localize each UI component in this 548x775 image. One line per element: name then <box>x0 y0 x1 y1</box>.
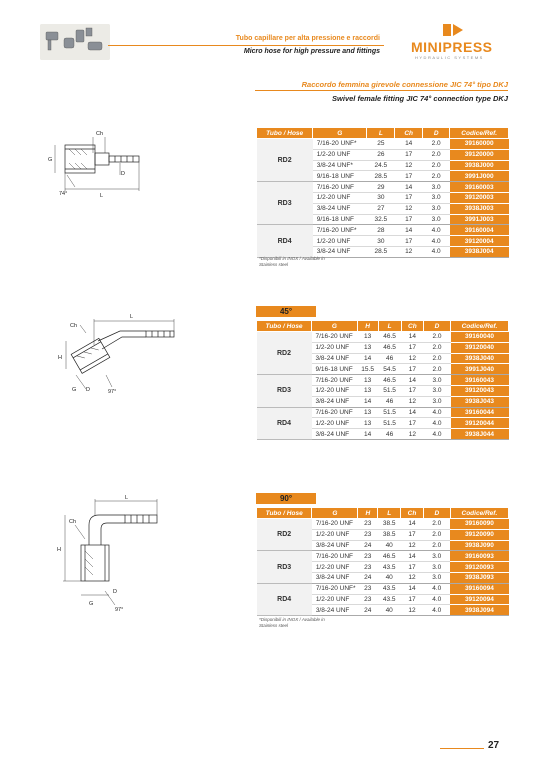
page-number-rule <box>440 748 484 749</box>
table-cell: 13 <box>357 332 378 343</box>
code-cell: 39160090 <box>450 519 508 530</box>
section-divider <box>255 90 508 91</box>
table-cell: 40 <box>378 605 401 616</box>
table-header-cell: G <box>312 321 358 332</box>
hose-group-cell: RD2 <box>257 139 313 182</box>
table-header-cell: H <box>357 321 378 332</box>
code-cell: 3938J003 <box>450 203 509 214</box>
table-cell: 14 <box>357 396 378 407</box>
table-cell: 17 <box>401 594 424 605</box>
table-row <box>257 519 509 530</box>
table-cell: 3.0 <box>424 385 451 396</box>
section-title-italian: Raccordo femmina girevole connessione JIC 74° tipo DKJ <box>301 80 508 89</box>
table-cell: 24 <box>358 572 378 583</box>
code-cell: 39120044 <box>451 418 509 429</box>
table-cell: 14 <box>357 429 378 440</box>
table-cell: 7/16-20 UNF* <box>313 225 367 236</box>
code-cell: 39120004 <box>450 236 509 247</box>
table-cell: 14 <box>401 375 423 386</box>
table-cell: 2.0 <box>424 353 451 364</box>
table-cell: 46 <box>378 396 401 407</box>
table-cell: 24 <box>358 540 378 551</box>
minipress-logo <box>403 22 513 62</box>
hose-group-cell: RD3 <box>257 551 312 583</box>
table-header-cell: L <box>367 128 395 139</box>
label-ch: Ch <box>69 519 77 525</box>
table-cell: 3/8-24 UNF* <box>313 160 367 171</box>
label-d: D <box>86 387 90 393</box>
table-header-cell: Ch <box>401 508 424 519</box>
table-cell: 4.0 <box>424 418 451 429</box>
table-cell: 4.0 <box>423 605 450 616</box>
table-cell: 3.0 <box>424 396 451 407</box>
table-cell: 13 <box>357 375 378 386</box>
table-header-cell: D <box>423 508 450 519</box>
table-cell: 14 <box>357 353 378 364</box>
table-cell: 54.5 <box>378 364 401 375</box>
logo-tagline: HYDRAULIC SYSTEMS <box>415 55 484 60</box>
table-row <box>257 583 509 594</box>
code-cell: 3938J093 <box>450 572 508 583</box>
hose-group-cell: RD4 <box>257 583 312 615</box>
code-cell: 39120094 <box>450 594 508 605</box>
hose-group-cell: RD3 <box>257 182 313 225</box>
table-header-cell: Tubo / Hose <box>257 321 312 332</box>
table-cell: 13 <box>357 407 378 418</box>
table-cell: 14 <box>395 182 423 193</box>
table-cell: 2.0 <box>422 160 449 171</box>
label-ch: Ch <box>96 131 104 137</box>
table-cell: 43.5 <box>378 562 401 573</box>
table-cell: 23 <box>358 594 378 605</box>
table-row <box>257 225 509 236</box>
header-title-italian: Tubo capillare per alta pressione e raccordi <box>235 35 380 42</box>
table-cell: 13 <box>357 418 378 429</box>
label-h: H <box>58 355 62 361</box>
table-cell: 46.5 <box>378 332 401 343</box>
table-cell: 3.0 <box>423 562 450 573</box>
table-cell: 38.5 <box>378 519 401 530</box>
table-cell: 3/8-24 UNF <box>312 572 358 583</box>
hose-group-cell: RD3 <box>257 375 312 407</box>
table-cell: 7/16-20 UNF* <box>312 583 358 594</box>
table-cell: 2.0 <box>424 342 451 353</box>
code-cell: 39160094 <box>450 583 508 594</box>
table-cell: 43.5 <box>378 594 401 605</box>
table-cell: 38.5 <box>378 529 401 540</box>
table-cell: 12 <box>395 160 423 171</box>
header-product-photo <box>40 24 110 60</box>
code-cell: 3938J004 <box>450 246 509 257</box>
code-cell: 39120003 <box>450 192 509 203</box>
table-cell: 32.5 <box>367 214 395 225</box>
label-l: L <box>130 314 134 320</box>
table-cell: 1/2-20 UNF <box>312 342 358 353</box>
table-cell: 2.0 <box>422 171 449 182</box>
table-cell: 14 <box>401 332 423 343</box>
code-cell: 39160044 <box>451 407 509 418</box>
table-row <box>257 332 509 343</box>
table-cell: 3.0 <box>423 572 450 583</box>
table-cell: 14 <box>401 519 424 530</box>
table-cell: 29 <box>367 182 395 193</box>
code-cell: 3938J043 <box>451 396 509 407</box>
table-cell: 17 <box>401 385 423 396</box>
label-l: L <box>100 193 104 199</box>
table-cell: 12 <box>401 396 423 407</box>
table-cell: 27 <box>367 203 395 214</box>
table-cell: 3.0 <box>422 192 449 203</box>
table-cell: 7/16-20 UNF <box>312 332 358 343</box>
table-cell: 12 <box>395 246 423 257</box>
table-cell: 2.0 <box>422 139 449 150</box>
angle-badge-90: 90° <box>256 493 316 504</box>
label-h: H <box>57 547 61 553</box>
straight-fitting-drawing <box>45 125 155 205</box>
table-row <box>257 375 509 386</box>
section-title-english: Swivel female fitting JIC 74° connection type DKJ <box>332 94 508 103</box>
table-header-cell: G <box>313 128 367 139</box>
table-cell: 3.0 <box>424 375 451 386</box>
code-cell: 3938J090 <box>450 540 508 551</box>
table-cell: 4.0 <box>423 594 450 605</box>
table-cell: 3/8-24 UNF <box>312 605 358 616</box>
table-cell: 46.5 <box>378 551 401 562</box>
table-cell: 51.5 <box>378 418 401 429</box>
code-cell: 39120043 <box>451 385 509 396</box>
table-cell: 17 <box>395 171 423 182</box>
table-cell: 3/8-24 UNF <box>313 203 367 214</box>
table-cell: 15.5 <box>357 364 378 375</box>
table-cell: 46.5 <box>378 375 401 386</box>
label-g: G <box>48 157 53 163</box>
table-row <box>257 139 509 150</box>
table-cell: 3/8-24 UNF <box>313 246 367 257</box>
table-cell: 7/16-20 UNF* <box>313 139 367 150</box>
table-cell: 12 <box>395 203 423 214</box>
table-header-cell: Tubo / Hose <box>257 508 312 519</box>
table-cell: 28.5 <box>367 171 395 182</box>
code-cell: 39160000 <box>450 139 509 150</box>
table-cell: 7/16-20 UNF <box>313 182 367 193</box>
code-cell: 3938J040 <box>451 353 509 364</box>
table-row <box>257 407 509 418</box>
table-cell: 23 <box>358 583 378 594</box>
table-cell: 23 <box>358 519 378 530</box>
table-cell: 13 <box>357 342 378 353</box>
note-inox-3: *Disponibili in INOX / Available in Stainless steel <box>259 617 325 628</box>
table-cell: 4.0 <box>424 429 451 440</box>
code-cell: 39160003 <box>450 182 509 193</box>
table-cell: 3/8-24 UNF <box>312 353 358 364</box>
table-cell: 30 <box>367 192 395 203</box>
table-cell: 14 <box>401 407 423 418</box>
label-97deg: 97° <box>115 607 124 613</box>
table-cell: 17 <box>395 149 423 160</box>
page-number: 27 <box>488 740 500 751</box>
table-cell: 9/16-18 UNF <box>312 364 358 375</box>
logo-wordmark: MINIPRESS <box>411 39 493 55</box>
table-cell: 28.5 <box>367 246 395 257</box>
table-cell: 3.0 <box>422 203 449 214</box>
table-cell: 30 <box>367 236 395 247</box>
table-cell: 1/2-20 UNF <box>312 594 358 605</box>
logo-mark-icon <box>443 22 465 38</box>
table-90 <box>256 507 509 616</box>
table-row <box>257 182 509 193</box>
table-cell: 14 <box>401 583 424 594</box>
label-d: D <box>121 171 125 177</box>
table-cell: 7/16-20 UNF <box>312 551 358 562</box>
label-g: G <box>72 387 77 393</box>
table-header-cell: L <box>378 508 401 519</box>
label-l: L <box>125 495 129 501</box>
table-cell: 23 <box>358 551 378 562</box>
code-cell: 3991J040 <box>451 364 509 375</box>
table-cell: 17 <box>401 418 423 429</box>
table-cell: 3.0 <box>423 551 450 562</box>
fitting-45-drawing <box>50 305 180 415</box>
table-cell: 23 <box>358 529 378 540</box>
table-cell: 23 <box>358 562 378 573</box>
table-header-cell: L <box>378 321 401 332</box>
table-cell: 46 <box>378 429 401 440</box>
header-title-english: Micro hose for high pressure and fittings <box>243 48 380 55</box>
table-header-cell: D <box>422 128 449 139</box>
angle-badge-45: 45° <box>256 306 316 317</box>
table-cell: 17 <box>401 562 424 573</box>
table-cell: 14 <box>401 551 424 562</box>
table-cell: 1/2-20 UNF <box>313 192 367 203</box>
table-cell: 9/16-18 UNF <box>313 171 367 182</box>
table-45 <box>256 320 509 440</box>
table-cell: 2.0 <box>424 364 451 375</box>
table-cell: 40 <box>378 540 401 551</box>
table-cell: 1/2-20 UNF <box>312 562 358 573</box>
code-cell: 3938J000 <box>450 160 509 171</box>
code-cell: 39120000 <box>450 149 509 160</box>
label-74deg: 74° <box>59 191 68 197</box>
table-cell: 3/8-24 UNF <box>312 540 358 551</box>
table-cell: 46 <box>378 353 401 364</box>
table-header-cell: Tubo / Hose <box>257 128 313 139</box>
table-cell: 40 <box>378 572 401 583</box>
table-row <box>257 551 509 562</box>
table-cell: 3.0 <box>422 182 449 193</box>
code-cell: 39160043 <box>451 375 509 386</box>
table-cell: 51.5 <box>378 385 401 396</box>
table-cell: 24.5 <box>367 160 395 171</box>
table-cell: 28 <box>367 225 395 236</box>
table-cell: 3/8-24 UNF <box>312 396 358 407</box>
table-cell: 12 <box>401 353 423 364</box>
table-straight <box>256 127 509 258</box>
table-cell: 17 <box>401 364 423 375</box>
header-divider <box>108 45 384 46</box>
table-header-cell: Codice/Ref. <box>451 321 509 332</box>
table-header-cell: Codice/Ref. <box>450 128 509 139</box>
table-cell: 7/16-20 UNF <box>312 407 358 418</box>
table-cell: 1/2-20 UNF <box>313 236 367 247</box>
code-cell: 39160093 <box>450 551 508 562</box>
table-cell: 51.5 <box>378 407 401 418</box>
code-cell: 39120093 <box>450 562 508 573</box>
table-cell: 24 <box>358 605 378 616</box>
table-cell: 17 <box>395 192 423 203</box>
table-cell: 17 <box>395 214 423 225</box>
label-d: D <box>113 589 117 595</box>
code-cell: 3938J094 <box>450 605 508 616</box>
table-cell: 9/16-18 UNF <box>313 214 367 225</box>
table-cell: 1/2-20 UNF <box>312 385 358 396</box>
table-cell: 2.0 <box>423 540 450 551</box>
table-cell: 14 <box>395 225 423 236</box>
code-cell: 39160004 <box>450 225 509 236</box>
table-cell: 4.0 <box>422 246 449 257</box>
table-cell: 2.0 <box>422 149 449 160</box>
table-cell: 3/8-24 UNF <box>312 429 358 440</box>
fitting-90-drawing <box>55 495 175 620</box>
table-cell: 7/16-20 UNF <box>312 375 358 386</box>
code-cell: 3938J044 <box>451 429 509 440</box>
label-ch: Ch <box>70 323 78 329</box>
table-cell: 4.0 <box>423 583 450 594</box>
table-cell: 25 <box>367 139 395 150</box>
table-cell: 17 <box>395 236 423 247</box>
hose-group-cell: RD4 <box>257 407 312 439</box>
label-97deg: 97° <box>108 389 117 395</box>
table-header-cell: Ch <box>401 321 423 332</box>
table-header-cell: H <box>358 508 378 519</box>
table-cell: 2.0 <box>424 332 451 343</box>
table-cell: 43.5 <box>378 583 401 594</box>
table-cell: 13 <box>357 385 378 396</box>
table-cell: 12 <box>401 572 424 583</box>
table-cell: 12 <box>401 429 423 440</box>
table-cell: 26 <box>367 149 395 160</box>
table-cell: 46.5 <box>378 342 401 353</box>
table-cell: 7/16-20 UNF <box>312 519 358 530</box>
table-cell: 4.0 <box>422 225 449 236</box>
table-cell: 1/2-20 UNF <box>312 529 358 540</box>
hose-group-cell: RD2 <box>257 332 312 375</box>
table-cell: 17 <box>401 529 424 540</box>
code-cell: 39120040 <box>451 342 509 353</box>
table-cell: 4.0 <box>424 407 451 418</box>
table-header-cell: D <box>424 321 451 332</box>
hose-group-cell: RD2 <box>257 519 312 551</box>
table-cell: 4.0 <box>422 236 449 247</box>
code-cell: 39160040 <box>451 332 509 343</box>
table-cell: 1/2-20 UNF <box>313 149 367 160</box>
table-cell: 12 <box>401 605 424 616</box>
table-cell: 12 <box>401 540 424 551</box>
note-inox-1: *Disponibili in INOX / Available in Stainless steel <box>259 256 325 267</box>
label-g: G <box>89 601 94 607</box>
table-cell: 17 <box>401 342 423 353</box>
code-cell: 3991J003 <box>450 214 509 225</box>
hose-group-cell: RD4 <box>257 225 313 257</box>
table-cell: 1/2-20 UNF <box>312 418 358 429</box>
code-cell: 39120090 <box>450 529 508 540</box>
table-header-cell: Ch <box>395 128 423 139</box>
table-cell: 3.0 <box>422 214 449 225</box>
table-cell: 2.0 <box>423 519 450 530</box>
table-cell: 2.0 <box>423 529 450 540</box>
code-cell: 3991J000 <box>450 171 509 182</box>
table-cell: 14 <box>395 139 423 150</box>
table-header-cell: Codice/Ref. <box>450 508 508 519</box>
table-header-cell: G <box>312 508 358 519</box>
